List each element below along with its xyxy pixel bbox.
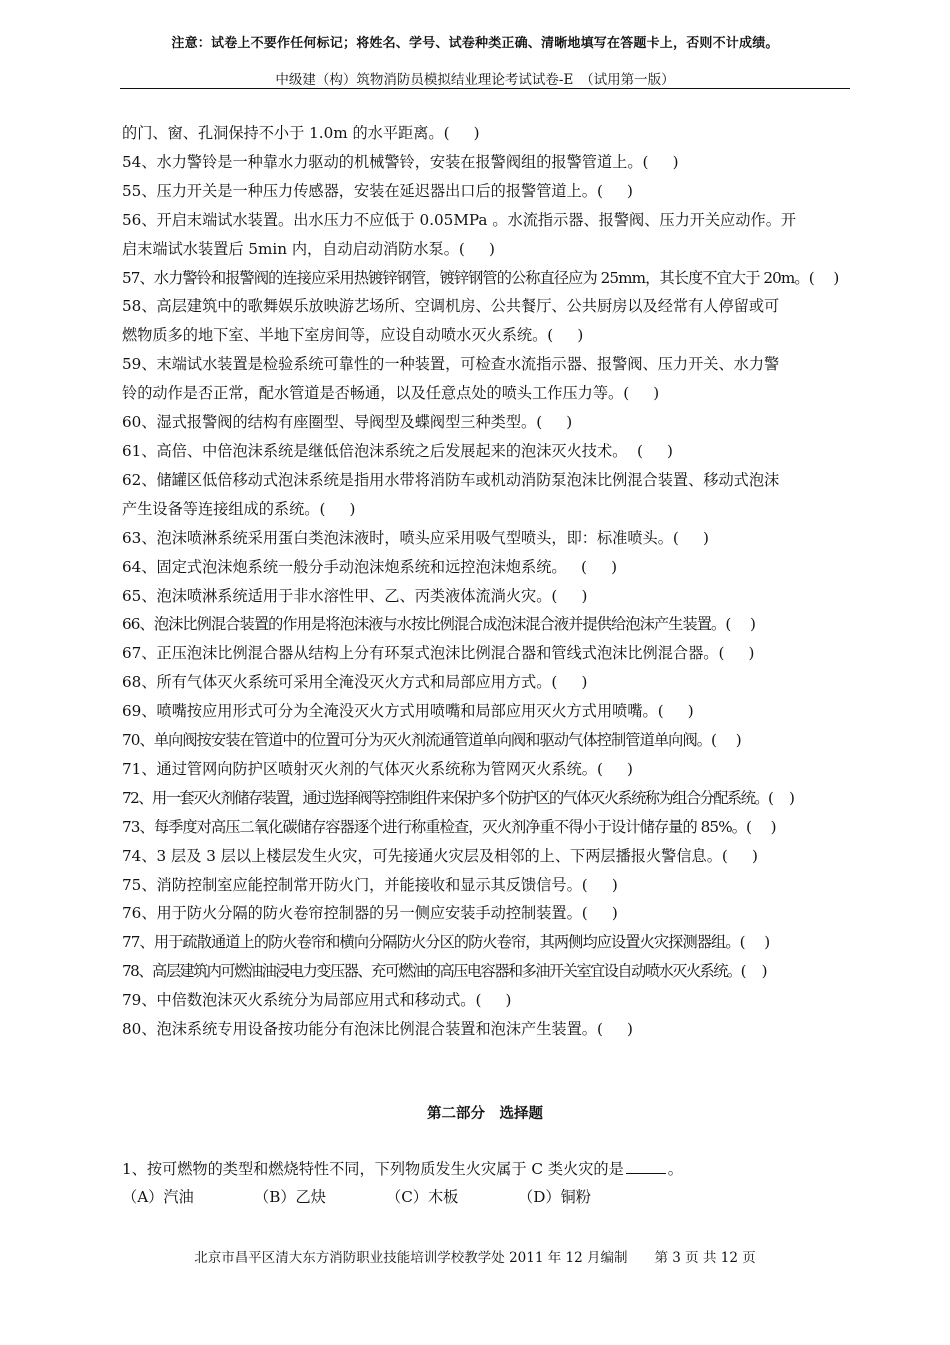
question-75: 75、消防控制室应能控制常开防火门，并能接收和显示其反馈信号。( ) [122, 875, 618, 894]
option-c: （C）木板 [386, 1188, 459, 1206]
section-title-choice: 第二部分 选择题 [427, 1106, 543, 1122]
question-80: 80、泡沫系统专用设备按功能分有泡沫比例混合装置和泡沫产生装置。( ) [122, 1020, 633, 1039]
question-56-line-1: 56、开启末端试水装置。出水压力不应低于 0.05MPa 。水流指示器、报警阀、压力开关应动作。开 [122, 210, 797, 229]
question-56-line-2: 启末端试水装置后 5min 内，自动启动消防水泵。( ) [122, 239, 495, 258]
question-line: 的门、窗、孔洞保持不小于 1.0m 的水平距离。( ) [122, 124, 480, 142]
option-b: （B）乙炔 [254, 1188, 326, 1206]
question-55: 55、压力开关是一种压力传感器，安装在延迟器出口后的报警管道上。( ) [122, 181, 633, 200]
header-divider [120, 88, 850, 89]
option-d: （D）铜粉 [518, 1188, 591, 1206]
question-71: 71、通过管网向防护区喷射灭火剂的气体灭火系统称为管网灭火系统。( ) [122, 759, 633, 778]
question-62-line-2: 产生设备等连接组成的系统。( ) [122, 499, 356, 518]
question-60: 60、湿式报警阀的结构有座圈型、导阀型及蝶阀型三种类型。( ) [122, 413, 573, 432]
question-64: 64、固定式泡沫炮系统一般分手动泡沫炮系统和远控泡沫炮系统。 ( ) [122, 557, 618, 576]
question-59-line-2: 铃的动作是否正常，配水管道是否畅通，以及任意点处的喷头工作压力等。( ) [122, 384, 660, 403]
multiple-choice-question-1 [122, 1155, 850, 1211]
question-54: 54、水力警铃是一种靠水力驱动的机械警铃，安装在报警阀组的报警管道上。( ) [122, 152, 679, 171]
question-74: 74、3 层及 3 层以上楼层发生火灾，可先接通火灾层及相邻的上、下两层播报火警信息。( ) [122, 846, 758, 865]
question-79: 79、中倍数泡沫灭火系统分为局部应用式和移动式。( ) [122, 991, 512, 1010]
true-false-question-list [122, 119, 850, 1044]
question-62-line-1: 62、储罐区低倍移动式泡沫系统是指用水带将消防车或机动消防泵泡沫比例混合装置、移动式泡沫 [122, 470, 780, 489]
question-70: 70、单向阀按安装在管道中的位置可分为灭火剂流通管道单向阀和驱动气体控制管道单向阀。( ) [122, 731, 741, 750]
question-57: 57、水力警铃和报警阀的连接应采用热镀锌钢管，镀锌钢管的公称直径应为 25mm，其长度不宜大于 20m。( ) [122, 268, 839, 287]
question-58-line-1: 58、高层建筑中的歌舞娱乐放映游艺场所、空调机房、公共餐厅、公共厨房以及经常有人停留或可 [122, 297, 780, 316]
question-stem [122, 1155, 850, 1183]
question-69: 69、喷嘴按应用形式可分为全淹没灭火方式用喷嘴和局部应用灭火方式用喷嘴。( ) [122, 702, 694, 721]
option-a: （A）汽油 [122, 1188, 194, 1206]
exam-title: 中级建（构）筑物消防员模拟结业理论考试试卷-E （试用第一版） [275, 72, 675, 88]
question-66: 66、泡沫比例混合装置的作用是将泡沫液与水按比例混合成泡沫混合液并提供给泡沫产生装置。( ) [122, 615, 756, 634]
exam-notice: 注意：试卷上不要作任何标记；将姓名、学号、试卷种类正确、清晰地填写在答题卡上，否则不计成绩。 [171, 36, 779, 51]
answer-blank [626, 1158, 666, 1174]
answer-options [122, 1183, 850, 1211]
page-footer: 北京市昌平区清大东方消防职业技能培训学校教学处 2011 年 12 月编制 第 3 页 共 12 页 [194, 1250, 756, 1266]
question-68: 68、所有气体灭火系统可采用全淹没灭火方式和局部应用方式。( ) [122, 673, 588, 692]
question-76: 76、用于防火分隔的防火卷帘控制器的另一侧应安装手动控制装置。( ) [122, 904, 618, 923]
question-58-line-2: 燃物质多的地下室、半地下室房间等，应设自动喷水灭火系统。( ) [122, 326, 584, 345]
question-stem-text: 1、按可燃物的类型和燃烧特性不同，下列物质发生火灾属于 C 类火灾的是 [122, 1160, 624, 1178]
question-61: 61、高倍、中倍泡沫系统是继低倍泡沫系统之后发展起来的泡沫灭火技术。 ( ) [122, 441, 673, 460]
question-72: 72、用一套灭火剂储存装置，通过选择阀等控制组件来保护多个防护区的气体灭火系统称为组合分配系统。( ) [122, 788, 794, 807]
question-65: 65、泡沫喷淋系统适用于非水溶性甲、乙、丙类液体流淌火灾。( ) [122, 586, 588, 605]
question-73: 73、每季度对高压二氧化碳储存容器逐个进行称重检查，灭火剂净重不得小于设计储存量的 85%。( ) [122, 817, 776, 836]
question-59-line-1: 59、末端试水装置是检验系统可靠性的一种装置，可检查水流指示器、报警阀、压力开关、水力警 [122, 355, 780, 374]
question-67: 67、正压泡沫比例混合器从结构上分有环泵式泡沫比例混合器和管线式泡沫比例混合器。( ) [122, 644, 755, 663]
question-77: 77、用于疏散通道上的防火卷帘和横向分隔防火分区的防火卷帘，其两侧均应设置火灾探测器组。( ) [122, 933, 770, 952]
question-63: 63、泡沫喷淋系统采用蛋白类泡沫液时，喷头应采用吸气型喷头，即：标准喷头。( ) [122, 528, 709, 547]
question-stem-end: 。 [667, 1160, 683, 1178]
question-78: 78、高层建筑内可燃油油浸电力变压器、充可燃油的高压电容器和多油开关室宜设自动喷水灭火系统。( ) [122, 962, 767, 981]
